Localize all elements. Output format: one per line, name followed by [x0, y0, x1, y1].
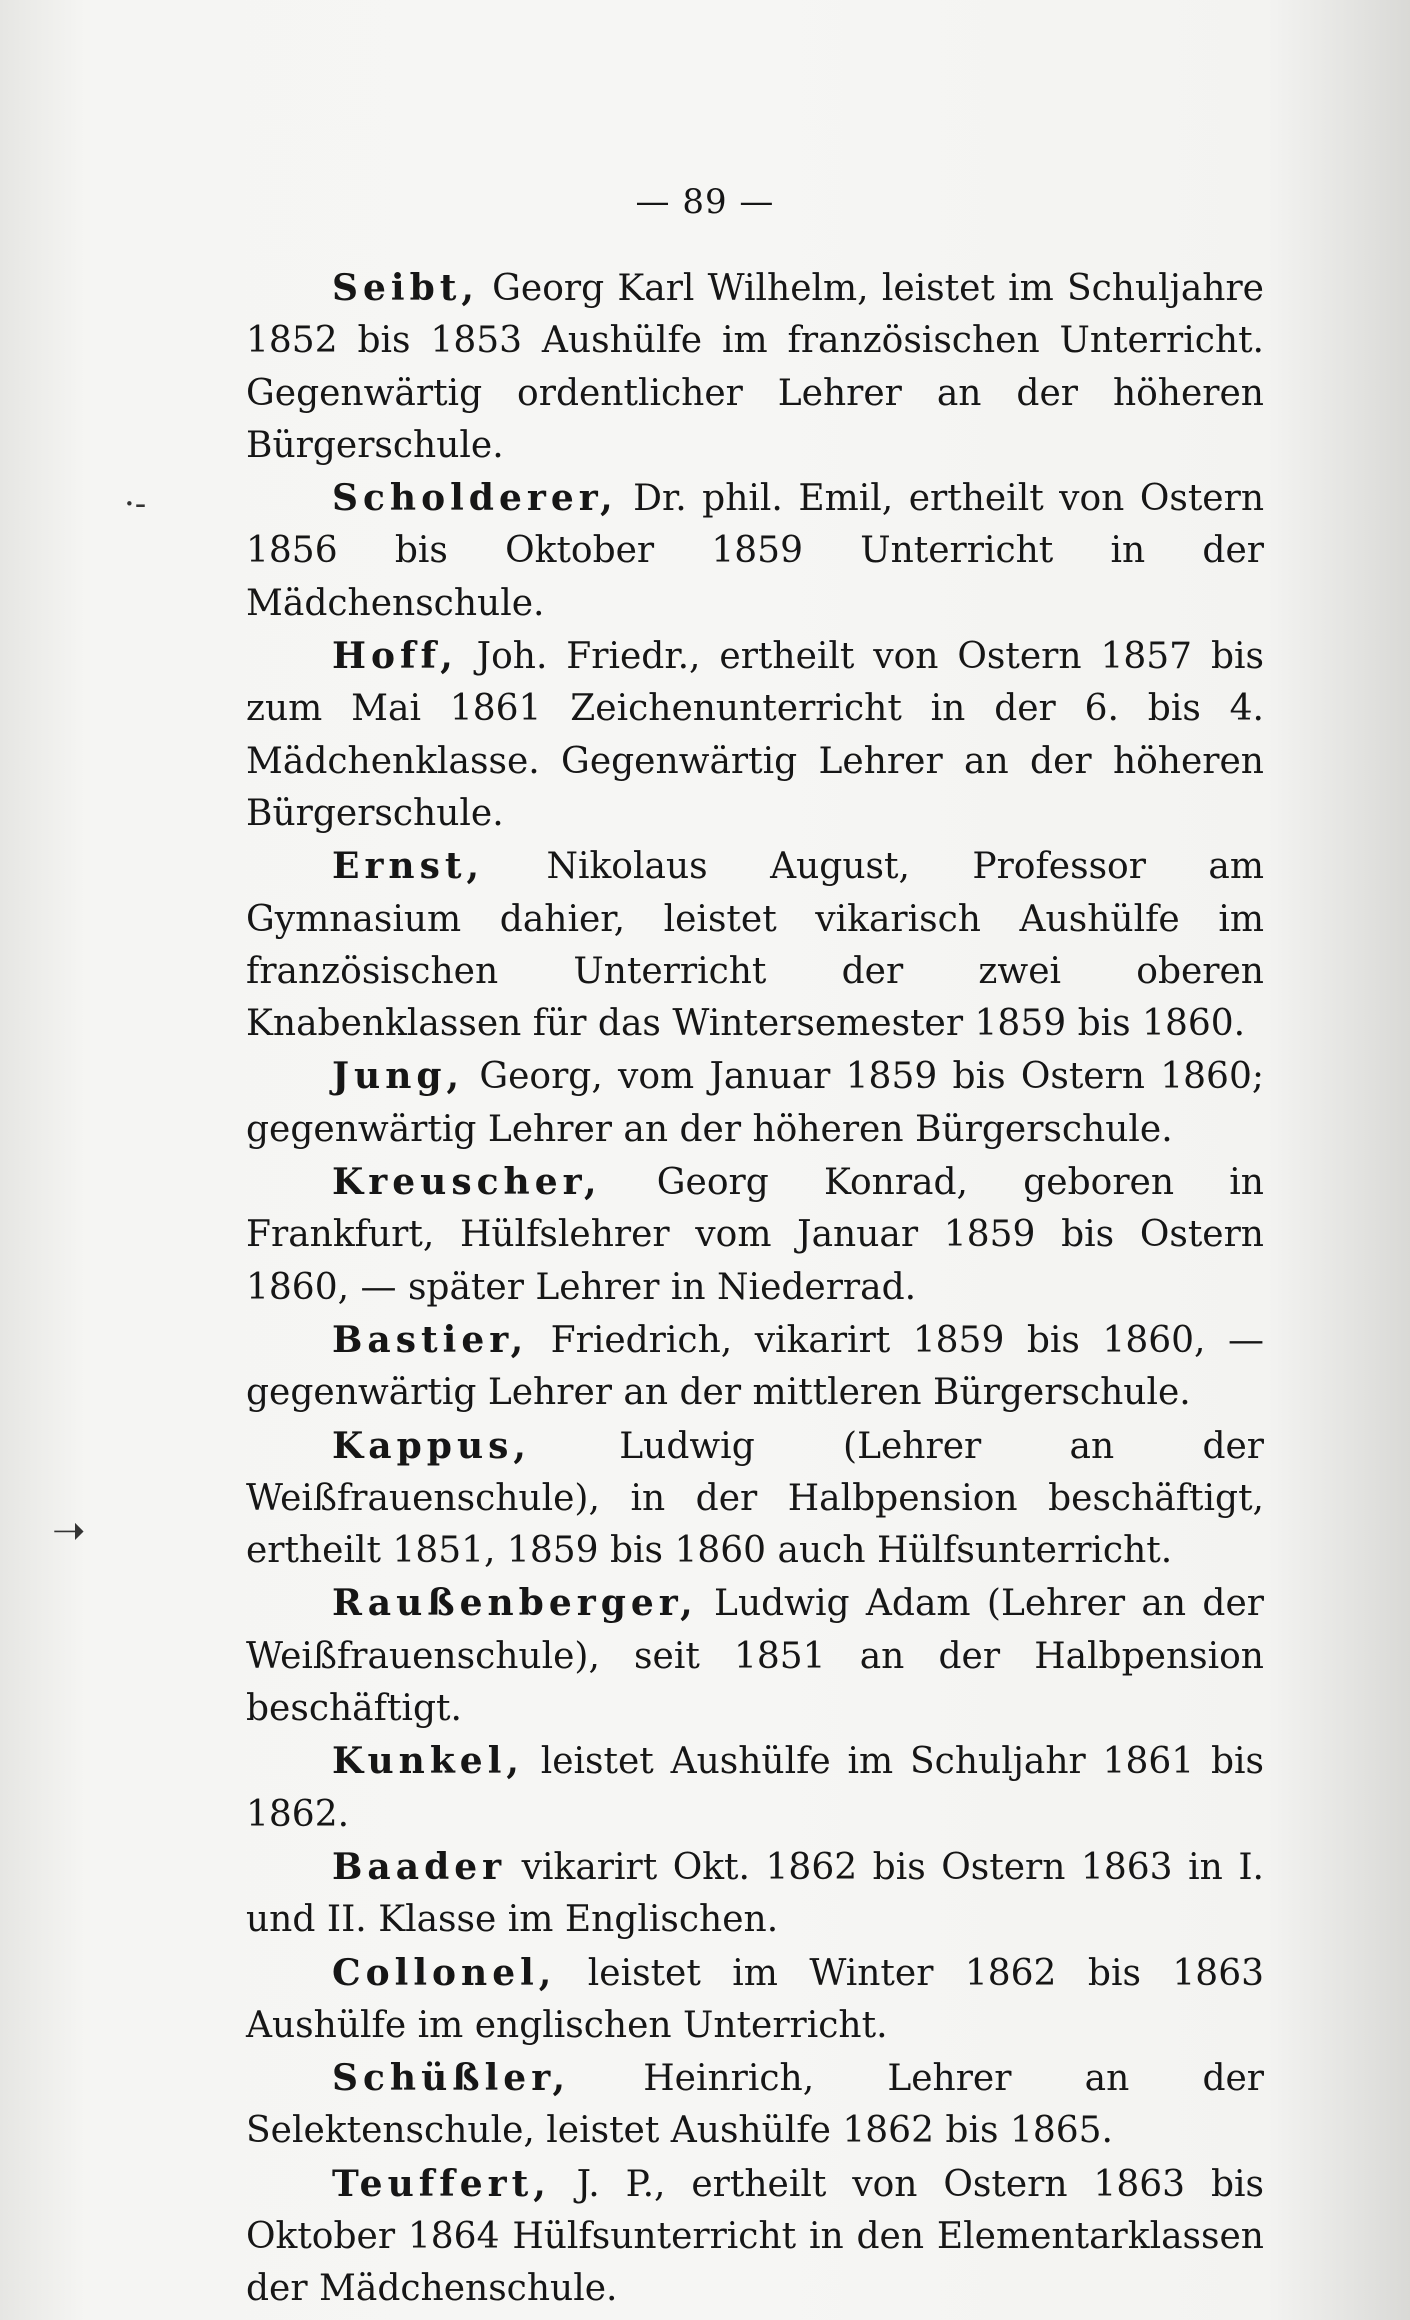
- entry-text: Joh. Friedr., ertheilt von Ostern 1857 bis zum Mai 1861 Zeichenunterricht in der 6. bis 4. Mädchenklasse. Gegenwärtig Lehrer an der höheren Bürgerschule.: [246, 636, 1264, 834]
- entry-collonel: [246, 1947, 1264, 2053]
- entry-text: vikarirt Okt. 1862 bis Ostern 1863 in I. und II. Klasse im Englischen.: [246, 1846, 1264, 1941]
- entry-kunkel: [246, 1735, 1264, 1841]
- entry-name: Seibt,: [332, 267, 479, 309]
- entry-name: Kunkel,: [332, 1740, 524, 1783]
- entry-text: Dr. phil. Emil, ertheilt von Ostern 1856 bis Oktober 1859 Unterricht in der Mädchenschule.: [246, 478, 1264, 624]
- entry-text: Ludwig (Lehrer an der Weißfrauenschule), in der Halbpension beschäftigt, ertheilt 1851, 1859 bis 1860 auch Hülfsunterricht.: [246, 1425, 1264, 1572]
- entry-scholderer: [246, 472, 1264, 630]
- entry-raussenberger: [246, 1577, 1264, 1735]
- entry-seibt: [246, 262, 1264, 472]
- entry-name: Collonel,: [332, 1951, 557, 1994]
- entry-schuessler: [246, 2052, 1264, 2158]
- entry-name: Baader: [332, 1845, 507, 1888]
- entry-name: Hoff,: [332, 635, 458, 678]
- entry-name: Bastier,: [332, 1318, 529, 1361]
- entry-baader: [246, 1841, 1264, 1947]
- entry-name: Schüßler,: [332, 2057, 571, 2100]
- entry-text: Georg, vom Januar 1859 bis Ostern 1860; gegenwärtig Lehrer an der höheren Bürgerschule.: [246, 1056, 1264, 1150]
- entry-name: Scholderer,: [332, 477, 618, 520]
- entry-ernst: [246, 840, 1264, 1050]
- entry-text: Friedrich, vikarirt 1859 bis 1860, — gegenwärtig Lehrer an der mittleren Bürgerschule.: [246, 1319, 1264, 1414]
- entry-name: Raußenberger,: [332, 1582, 698, 1625]
- entry-text: Georg Karl Wilhelm, leistet im Schuljahre 1852 bis 1853 Aushülfe im französischen Unterricht. Gegenwärtig ordentlicher Lehrer an der höheren Bürgerschule.: [246, 268, 1264, 466]
- entry-teuffert: [246, 2158, 1264, 2316]
- entry-name: Jung,: [332, 1055, 465, 1098]
- entry-name: Teuffert,: [332, 2162, 551, 2205]
- entry-kappus: [246, 1420, 1264, 1578]
- entry-text: leistet Aushülfe im Schuljahr 1861 bis 1862.: [246, 1741, 1264, 1835]
- entry-name: Ernst,: [332, 845, 485, 888]
- entry-text: J. P., ertheilt von Ostern 1863 bis Oktober 1864 Hülfsunterricht in den Elementarklassen der Mädchenschule.: [246, 2163, 1264, 2310]
- entry-text: Heinrich, Lehrer an der Selektenschule, leistet Aushülfe 1862 bis 1865.: [246, 2058, 1264, 2152]
- entry-jung: [246, 1050, 1264, 1156]
- entry-name: Kreuscher,: [332, 1161, 602, 1204]
- margin-mark: ·‐: [124, 484, 147, 524]
- page-number: — 89 —: [635, 182, 775, 222]
- entry-text: Ludwig Adam (Lehrer an der Weißfrauenschule), seit 1851 an der Halbpension beschäftigt.: [246, 1583, 1264, 1730]
- entry-name: Kappus,: [332, 1424, 531, 1467]
- margin-mark: ➝: [52, 1508, 86, 1554]
- entry-bastier: [246, 1314, 1264, 1420]
- entry-text: leistet im Winter 1862 bis 1863 Aushülfe im englischen Unterricht.: [246, 1952, 1264, 2046]
- entry-hoff: [246, 630, 1264, 840]
- entry-text: Nikolaus August, Professor am Gymnasium dahier, leistet vikarisch Aushülfe im französischen Unterricht der zwei oberen Knabenklassen für das Wintersemester 1859 bis 1860.: [246, 846, 1264, 1045]
- staff-entry-list: [246, 262, 1264, 2316]
- entry-text: Georg Konrad, geboren in Frankfurt, Hülfslehrer vom Januar 1859 bis Ostern 1860, — später Lehrer in Niederrad.: [246, 1162, 1264, 1308]
- entry-kreuscher: [246, 1156, 1264, 1314]
